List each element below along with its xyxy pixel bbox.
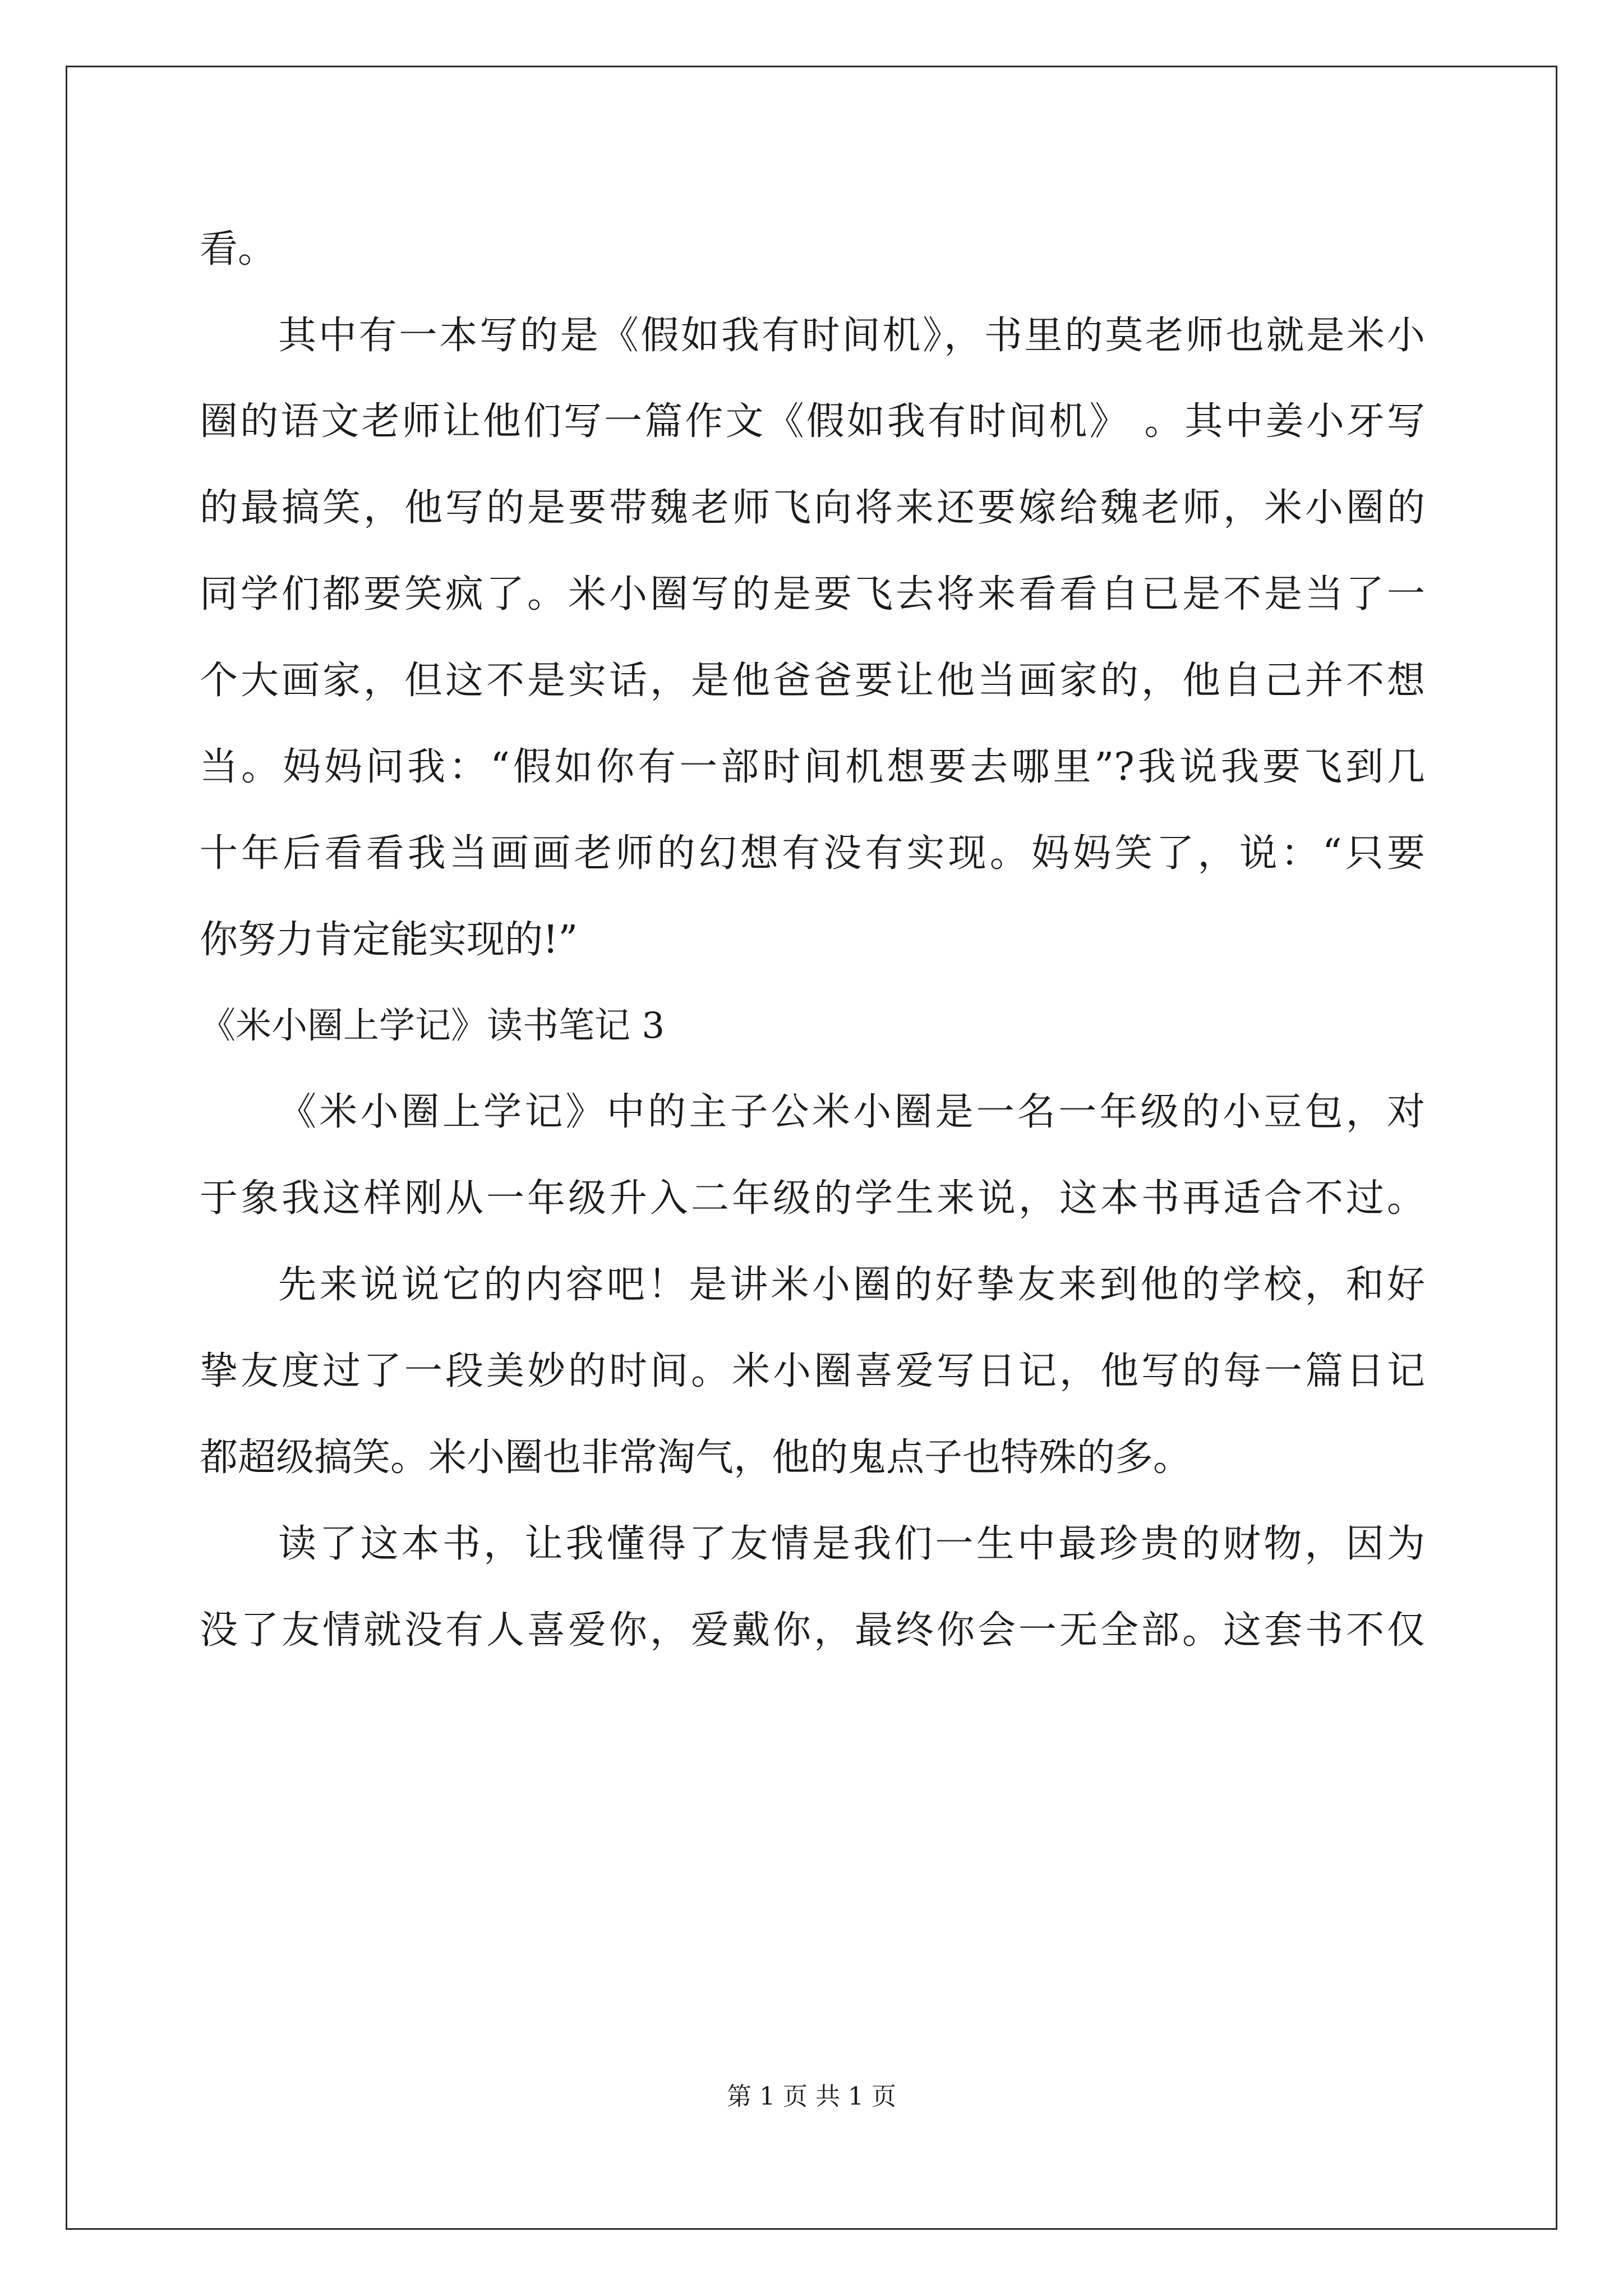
paragraph-line: 挚友度过了一段美妙的时间。米小圈喜爱写日记，他写的每一篇日记	[200, 1349, 1425, 1393]
page-border	[66, 66, 1557, 2230]
paragraph-line: 其中有一本写的是《假如我有时间机》，书里的莫老师也就是米小	[278, 314, 1425, 358]
page-number-footer: 第 1 页 共 1 页	[727, 2082, 896, 2111]
paragraph-line: 《米小圈上学记》中的主子公米小圈是一名一年级的小豆包，对	[278, 1090, 1425, 1134]
paragraph-line: 当。妈妈问我：“假如你有一部时间机想要去哪里”?我说我要飞到几	[200, 745, 1425, 789]
paragraph-line: 都超级搞笑。米小圈也非常淘气，他的鬼点子也特殊的多。	[200, 1435, 1192, 1480]
paragraph-line: 于象我这样刚从一年级升入二年级的学生来说，这本书再适合不过。	[200, 1176, 1425, 1221]
paragraph-line: 同学们都要笑疯了。米小圈写的是要飞去将来看看自已是不是当了一	[200, 572, 1425, 616]
section-heading: 《米小圈上学记》读书笔记 3	[200, 1005, 665, 1047]
paragraph-line: 先来说说它的内容吧！是讲米小圈的好挚友来到他的学校，和好	[278, 1263, 1425, 1307]
paragraph-line: 个大画家，但这不是实话，是他爸爸要让他当画家的，他自己并不想	[200, 659, 1425, 703]
paragraph-line: 没了友情就没有人喜爱你，爱戴你，最终你会一无全部。这套书不仅	[200, 1608, 1425, 1653]
paragraph-line: 看。	[200, 227, 276, 272]
paragraph-line: 你努力肯定能实现的!”	[200, 918, 578, 962]
paragraph-line: 的最搞笑，他写的是要带魏老师飞向将来还要嫁给魏老师，米小圈的	[200, 486, 1425, 530]
paragraph-line: 十年后看看我当画画老师的幻想有没有实现。妈妈笑了，说：“只要	[200, 831, 1425, 876]
paragraph-line: 读了这本书，让我懂得了友情是我们一生中最珍贵的财物，因为	[278, 1522, 1425, 1566]
paragraph-line: 圈的语文老师让他们写一篇作文《假如我有时间机》 。其中姜小牙写	[200, 399, 1425, 444]
